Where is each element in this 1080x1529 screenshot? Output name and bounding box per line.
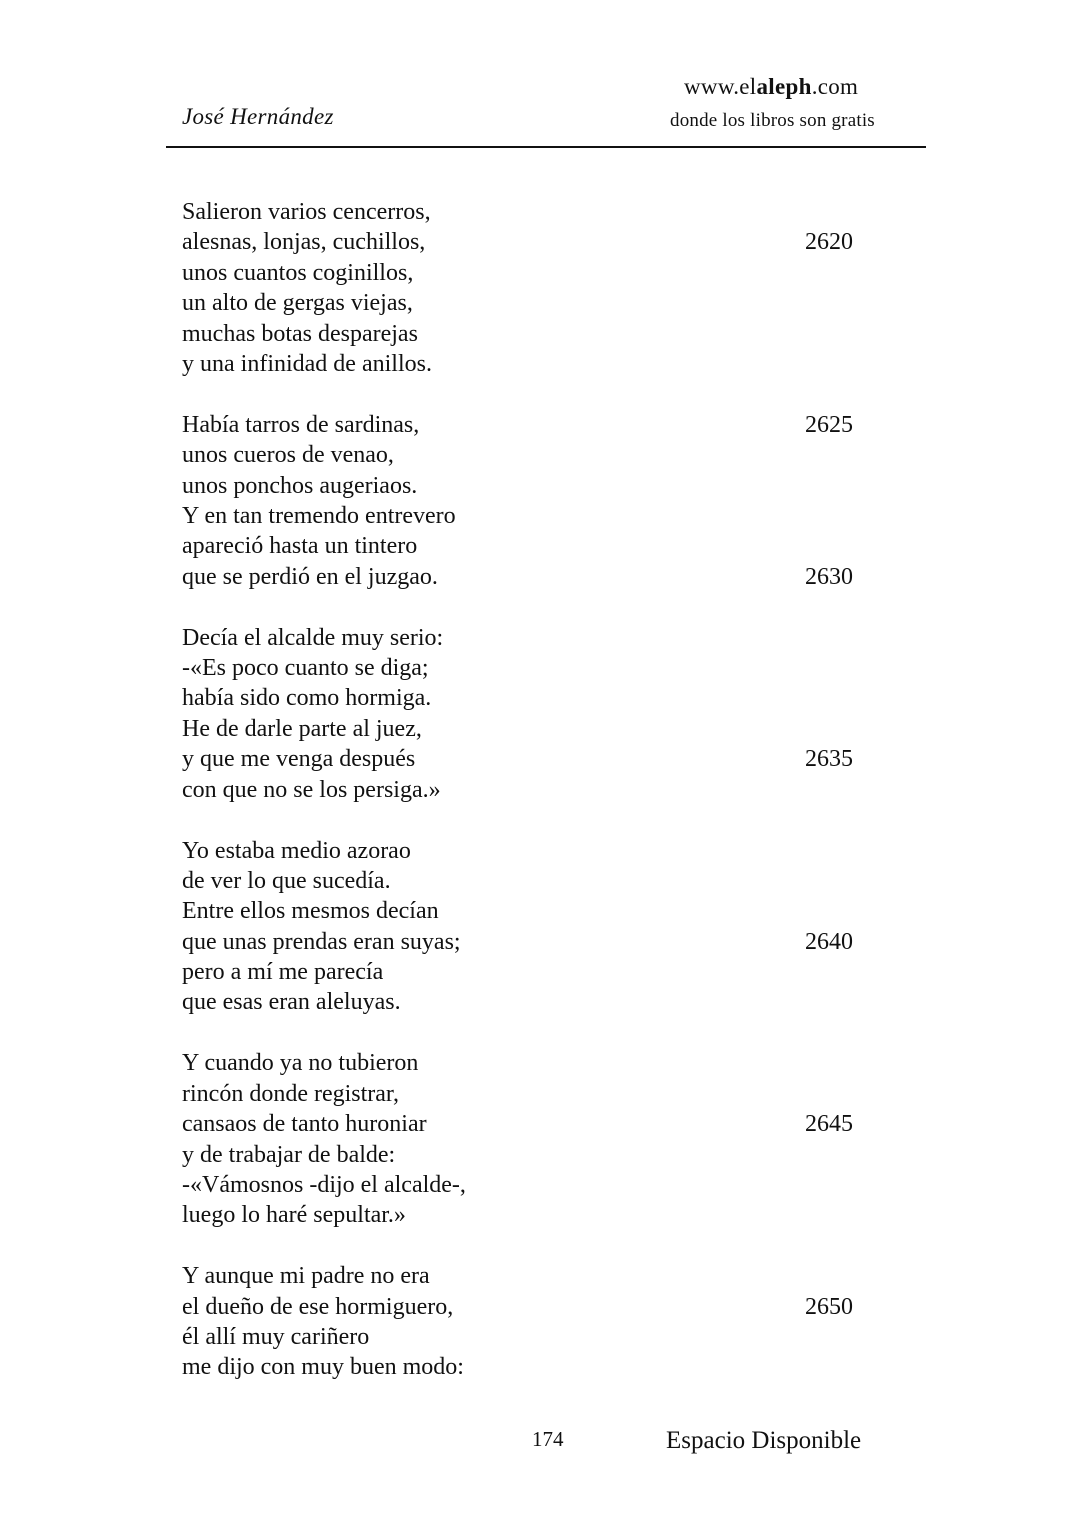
verse-text: He de darle parte al juez, — [182, 715, 422, 742]
stanza — [182, 1048, 882, 1230]
verse-line — [182, 471, 882, 501]
verse-line — [182, 927, 882, 957]
verse-line — [182, 1109, 882, 1139]
verse-text: Había tarros de sardinas, — [182, 411, 420, 438]
verse-text: de ver lo que sucedía. — [182, 867, 391, 894]
verse-text: que unas prendas eran suyas; — [182, 928, 461, 955]
verse-text: con que no se los persiga.» — [182, 776, 441, 803]
footer-text: Espacio Disponible — [666, 1427, 862, 1454]
verse-line — [182, 440, 882, 470]
verse-text: Decía el alcalde muy serio: — [182, 624, 444, 651]
verse-text: -«Vámosnos -dijo el alcalde-, — [182, 1171, 466, 1198]
verse-line — [182, 1322, 882, 1352]
verse-text: Y cuando ya no tubieron — [182, 1050, 419, 1077]
verse-text: Salieron varios cencerros, — [182, 199, 431, 225]
verse-line — [182, 775, 882, 805]
verse-line — [182, 1200, 882, 1230]
verse-text: me dijo con muy buen modo: — [182, 1354, 464, 1381]
verse-text: y una infinidad de anillos. — [182, 350, 432, 377]
verse-text: un alto de gergas viejas, — [182, 290, 413, 317]
verse-text: que esas eran aleluyas. — [182, 989, 401, 1016]
verse-text: alesnas, lonjas, cuchillos, — [182, 229, 426, 256]
line-number: 2635 — [805, 746, 853, 773]
verse-text: unos cuantos coginillos, — [182, 259, 414, 286]
line-number: 2650 — [805, 1293, 853, 1320]
site-url-prefix: www.el — [684, 74, 757, 99]
verse-line — [182, 1261, 882, 1291]
verse-text: rincón donde registrar, — [182, 1080, 399, 1107]
verse-text: luego lo haré sepultar.» — [182, 1202, 406, 1229]
stanza — [182, 836, 882, 1018]
verse-text: apareció hasta un tintero — [182, 533, 418, 560]
verse-line — [182, 227, 882, 257]
verse-line — [182, 1079, 882, 1109]
line-number: 2625 — [805, 411, 853, 438]
verse-text: pero a mí me parecía — [182, 959, 384, 986]
stanza — [182, 623, 882, 805]
poem-body — [182, 197, 882, 1413]
verse-text: -«Es poco cuanto se diga; — [182, 655, 429, 682]
verse-line — [182, 197, 882, 227]
verse-line — [182, 1352, 882, 1382]
line-number: 2645 — [805, 1111, 853, 1138]
verse-line — [182, 623, 882, 653]
verse-line — [182, 531, 882, 561]
page-number: 174 — [532, 1427, 564, 1451]
header-divider — [166, 146, 926, 148]
stanza — [182, 410, 882, 592]
verse-line — [182, 349, 882, 379]
verse-text: unos ponchos augeriaos. — [182, 472, 418, 499]
verse-text: él allí muy cariñero — [182, 1324, 370, 1350]
verse-text: que se perdió en el juzgao. — [182, 563, 438, 590]
verse-line — [182, 288, 882, 318]
verse-text: Y aunque mi padre no era — [182, 1263, 430, 1290]
verse-line — [182, 562, 882, 592]
stanza — [182, 1261, 882, 1383]
verse-text: y de trabajar de balde: — [182, 1141, 396, 1168]
verse-line — [182, 258, 882, 288]
verse-line — [182, 683, 882, 713]
line-number: 2620 — [805, 229, 853, 256]
verse-line — [182, 501, 882, 531]
verse-line — [182, 987, 882, 1017]
verse-line — [182, 1292, 882, 1322]
site-url-brand: aleph — [756, 74, 812, 99]
verse-text: Entre ellos mesmos decían — [182, 898, 439, 925]
verse-line — [182, 714, 882, 744]
verse-line — [182, 836, 882, 866]
verse-line — [182, 1170, 882, 1200]
site-url-suffix: .com — [811, 74, 859, 99]
verse-text: había sido como hormiga. — [182, 685, 432, 712]
verse-line — [182, 410, 882, 440]
verse-text: Y en tan tremendo entrevero — [182, 503, 456, 530]
verse-text: muchas botas desparejas — [182, 320, 418, 347]
verse-line — [182, 744, 882, 774]
line-number: 2640 — [805, 928, 853, 955]
verse-line — [182, 653, 882, 683]
verse-line — [182, 1048, 882, 1078]
site-url — [684, 74, 858, 100]
verse-text: unos cueros de venao, — [182, 442, 394, 469]
verse-line — [182, 866, 882, 896]
verse-text: Yo estaba medio azorao — [182, 837, 411, 864]
site-tagline: donde los libros son gratis — [670, 110, 875, 131]
line-number: 2630 — [805, 563, 853, 590]
verse-line — [182, 957, 882, 987]
verse-text: el dueño de ese hormiguero, — [182, 1293, 454, 1320]
verse-text: cansaos de tanto huroniar — [182, 1111, 427, 1138]
stanza — [182, 197, 882, 379]
verse-text: y que me venga después — [182, 746, 416, 773]
verse-line — [182, 896, 882, 926]
verse-line — [182, 1140, 882, 1170]
author-name: José Hernández — [182, 104, 334, 129]
verse-line — [182, 319, 882, 349]
